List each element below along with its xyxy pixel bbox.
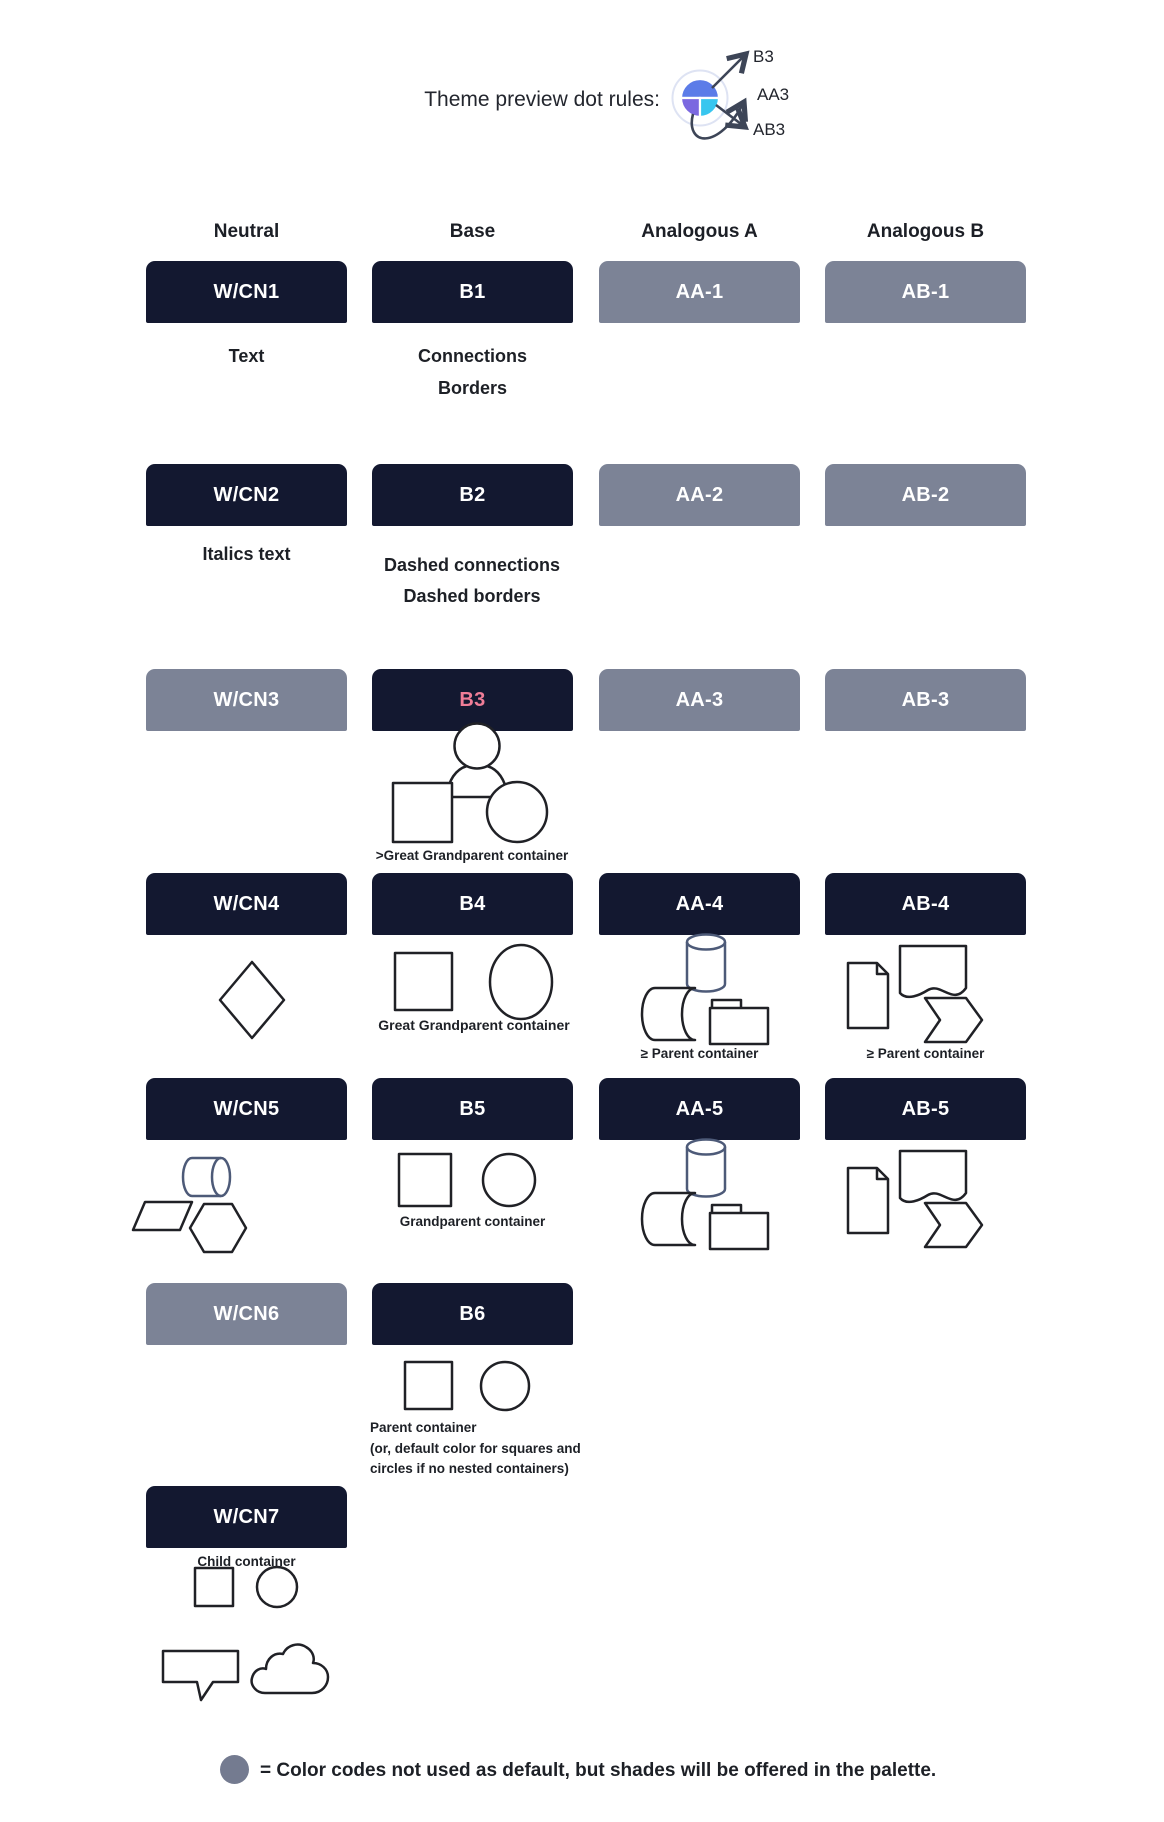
- swatch-ab3: AB-3: [825, 669, 1026, 731]
- b5-shapes-square-circle: [390, 1146, 560, 1216]
- b3-shapes-person-square-circle: [370, 718, 570, 850]
- chevron-shape: [925, 998, 982, 1042]
- column-header-analogous-b: Analogous B: [866, 221, 985, 242]
- square-shape: [399, 1154, 451, 1206]
- ab4-shapes-document-wave-chevron: [835, 938, 1000, 1050]
- dot-rule-label-ab3: AB3: [753, 120, 786, 139]
- wcn4-diamond-shape: [210, 958, 294, 1042]
- column-header-analogous-a: Analogous A: [641, 221, 758, 242]
- swatch-ab1: AB-1: [825, 261, 1026, 323]
- swatch-aa3: AA-3: [599, 669, 800, 731]
- caption-text: Text: [228, 346, 265, 366]
- caption-dashed-connections: Dashed connections: [383, 555, 561, 575]
- ab5-shapes-document-wave-chevron: [835, 1143, 1000, 1255]
- circle-shape: [483, 1154, 535, 1206]
- caption-child: Child container: [197, 1554, 296, 1569]
- swatch-ab2: AB-2: [825, 464, 1026, 526]
- wcn7-shapes-square-circle: [185, 1560, 315, 1616]
- circle-shape: [487, 782, 547, 842]
- stored-data-shape: [642, 988, 695, 1040]
- caption-grandparent: Grandparent container: [399, 1214, 546, 1229]
- caption-parent-ge-ab: ≥ Parent container: [866, 1046, 985, 1061]
- arrow-to-b3: [712, 54, 746, 88]
- caption-parent-note-1: (or, default color for squares and: [370, 1440, 581, 1456]
- legend-gray-dot: [220, 1755, 249, 1784]
- aa4-shapes-cylinder-storage-package: [625, 926, 790, 1052]
- circle-shape: [490, 945, 552, 1019]
- square-shape: [195, 1568, 233, 1606]
- wcn7-shapes-speech-bubble-cloud: [155, 1633, 345, 1711]
- wcn5-shapes-cylinder-parallelogram-hexagon: [125, 1146, 255, 1260]
- cylinder-top: [687, 935, 725, 950]
- swatch-b4: B4: [372, 873, 573, 935]
- swatch-ab5: AB-5: [825, 1078, 1026, 1140]
- caption-borders: Borders: [437, 378, 508, 398]
- swatch-wcn1: W/CN1: [146, 261, 347, 323]
- package-body: [710, 1213, 768, 1249]
- swatch-b5: B5: [372, 1078, 573, 1140]
- square-shape: [395, 953, 452, 1010]
- swatch-wcn6: W/CN6: [146, 1283, 347, 1345]
- caption-connections-borders: [372, 340, 573, 404]
- b4-shapes-square-circle: [385, 938, 565, 1026]
- swatch-wcn7: W/CN7: [146, 1486, 347, 1548]
- swatch-aa2: AA-2: [599, 464, 800, 526]
- swatch-b1: B1: [372, 261, 573, 323]
- caption-parent-note-2: circles if no nested containers): [370, 1461, 569, 1476]
- b6-shapes-square-circle: [395, 1353, 555, 1415]
- legend-text: = Color codes not used as default, but shades will be offered in the palette.: [260, 1760, 937, 1781]
- hexagon-shape: [190, 1204, 246, 1252]
- cloud-shape: [252, 1645, 328, 1693]
- square-shape: [405, 1362, 452, 1409]
- caption-great-grandparent: Great Grandparent container: [378, 1017, 570, 1033]
- caption-italics-text: Italics text: [202, 544, 291, 564]
- caption-connections: Connections: [417, 346, 527, 366]
- wave-document-shape: [900, 1151, 966, 1202]
- dot-rule-label-b3: B3: [753, 47, 774, 66]
- caption-dashed: [342, 550, 602, 612]
- package-body: [710, 1008, 768, 1044]
- swatch-aa4: AA-4: [599, 873, 800, 935]
- caption-parent-ge-aa: ≥ Parent container: [640, 1046, 759, 1061]
- speech-bubble-shape: [163, 1651, 238, 1700]
- swatch-b6: B6: [372, 1283, 573, 1345]
- page-title: Theme preview dot rules:: [424, 88, 660, 111]
- circle-shape: [481, 1362, 529, 1410]
- column-header-base: Base: [449, 221, 496, 242]
- swatch-wcn2: W/CN2: [146, 464, 347, 526]
- caption-parent: Parent container: [370, 1420, 477, 1435]
- square-shape: [393, 783, 452, 842]
- aa5-shapes-cylinder-storage-package: [625, 1131, 790, 1257]
- parallelogram-shape: [133, 1202, 192, 1230]
- stored-data-shape: [642, 1193, 695, 1245]
- swatch-b2: B2: [372, 464, 573, 526]
- dot-rule-label-aa3: AA3: [757, 85, 790, 104]
- circle-shape: [257, 1567, 297, 1607]
- caption-dashed-borders: Dashed borders: [403, 586, 541, 606]
- column-header-neutral: Neutral: [213, 221, 280, 242]
- swatch-ab4: AB-4: [825, 873, 1026, 935]
- caption-great-grandparent-gt: >Great Grandparent container: [375, 848, 569, 863]
- swatch-b3: B3: [372, 669, 573, 731]
- cylinder-top: [687, 1140, 725, 1155]
- swatch-wcn3: W/CN3: [146, 669, 347, 731]
- swatch-wcn4: W/CN4: [146, 873, 347, 935]
- wave-document-shape: [900, 946, 966, 997]
- swatch-aa1: AA-1: [599, 261, 800, 323]
- caption-parent-block: [370, 1418, 680, 1480]
- person-head-shape: [455, 724, 500, 769]
- swatch-aa5: AA-5: [599, 1078, 800, 1140]
- chevron-shape: [925, 1203, 982, 1247]
- horizontal-cylinder-cap: [212, 1158, 230, 1196]
- swatch-wcn5: W/CN5: [146, 1078, 347, 1140]
